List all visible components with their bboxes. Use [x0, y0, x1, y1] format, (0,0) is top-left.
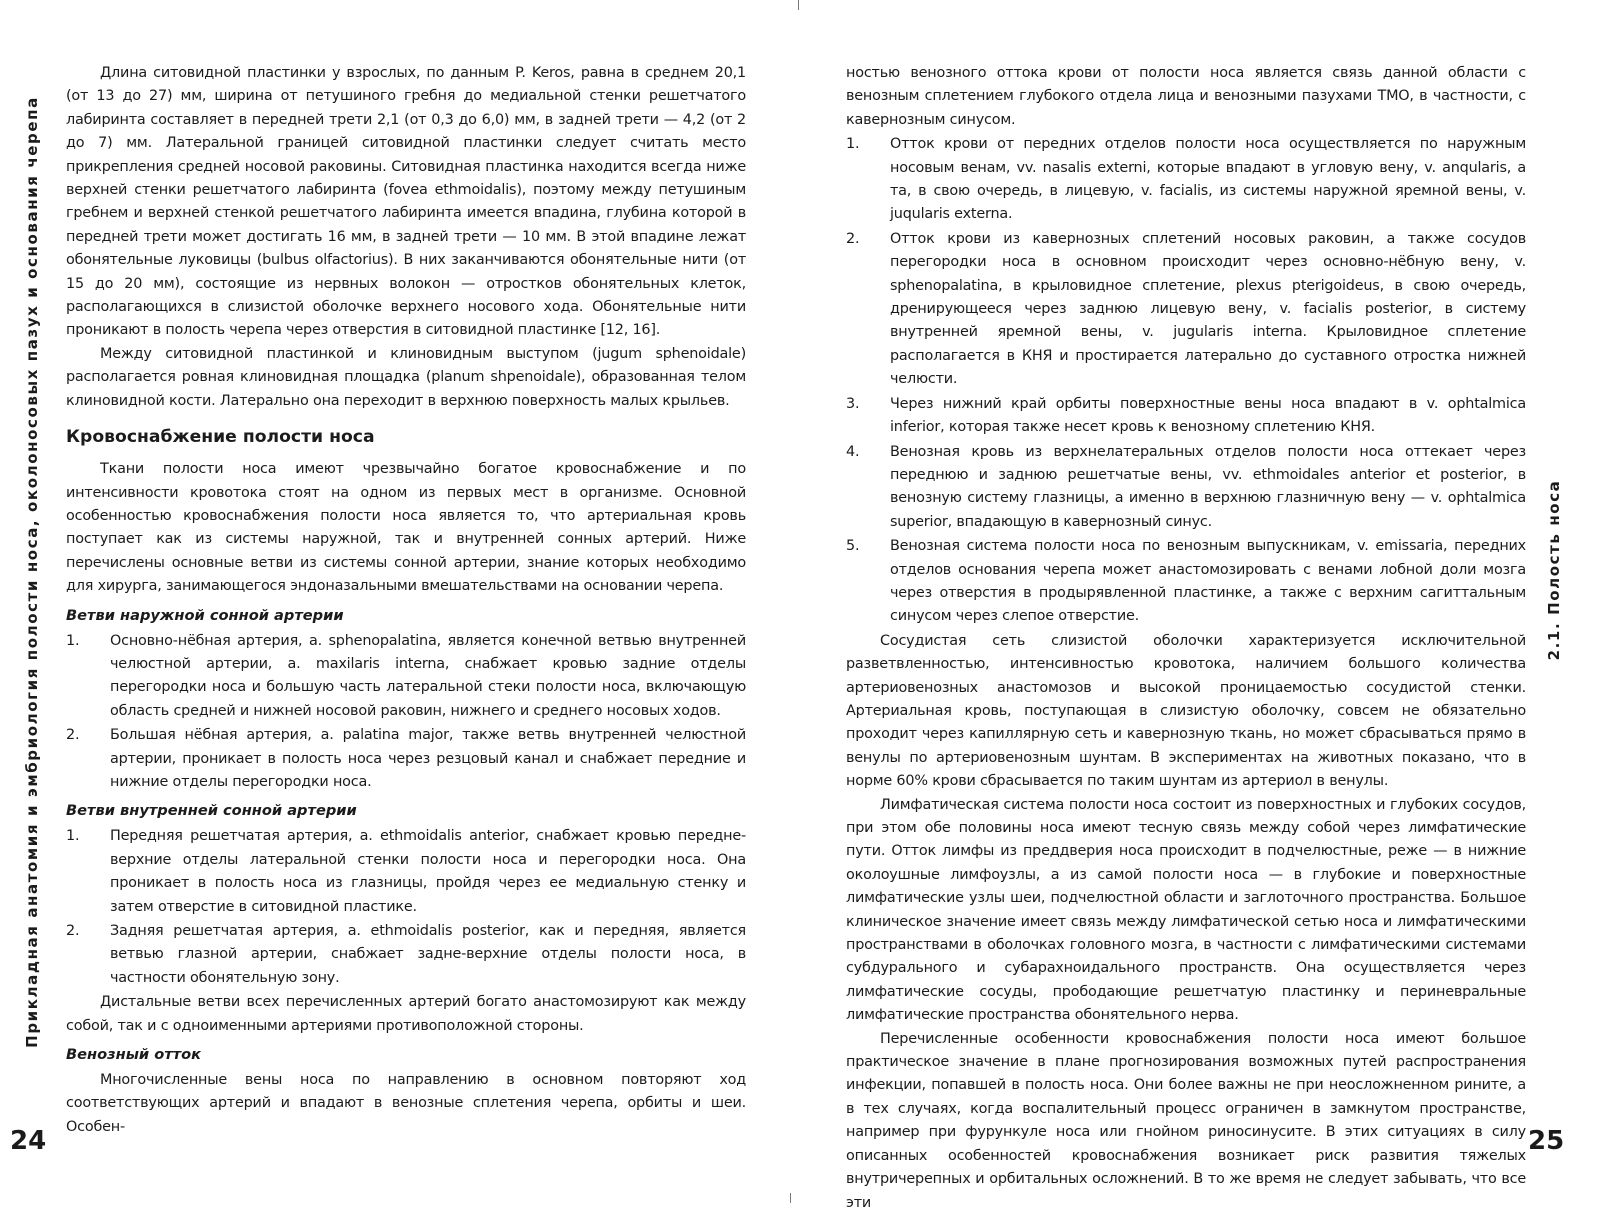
chapter-running-title: Прикладная анатомия и эмбриология полости носа, околоносовых пазух и основания черепа: [23, 96, 41, 1048]
paragraph: Между ситовидной пластинкой и клиновидным выступом (jugum sphenoidale) располагается ровная клиновидная площадка (planum shpenoidale), образованная телом клиновидной кости. Латерально она переходит в верхнюю поверхность малых крыльев.: [66, 345, 746, 409]
paragraph: Многочисленные вены носа по направлению в основном повторяют ход соответствующих артерий и впадают в венозные сплетения черепа, орбиты и шеи. Особен-: [66, 1072, 746, 1135]
list-number: 2.: [66, 727, 80, 744]
list-text: Отток крови из кавернозных сплетений носовых раковин, а также сосудов перегородки носа в основном происходит через основно-нёбную вену, v. sphenopalatina, в крыловидное сплетение, plexus pterigoideus, в свою очередь, дренирующееся через заднюю лицевую вену, v. facialis posterior, в систему внутренней яремной вены, v. jugularis interna. Крыловидное сплетение располагается в КНЯ и простирается латерально до суставного отростка нижней челюсти.: [890, 230, 1526, 388]
numbered-list: [66, 630, 746, 795]
paragraph: Перечисленные особенности кровоснабжения полости носа имеют большое практическое значение в плане прогнозирования возможных путей распространения инфекции, попавшей в полость носа. Они более важны не при неосложненном рините, а в тех случаях, когда воспалительный процесс ограничен в замкнутом пространстве, например при фурункуле носа или гнойном риносинусите. В этих ситуациях в силу описанных особенностей кровоснабжения возникает риск развития тяжелых внутричерепных и орбитальных осложнений. В то же время не следует забывать, что все эти: [846, 1030, 1526, 1211]
list-text: Основно-нёбная артерия, a. sphenopalatina, является конечной ветвью внутренней челюстной артерии, a. maxilaris interna, снабжает кровью задние отделы перегородки носа и большую часть латеральной стеки полости носа, включающую область средней и нижней носовой раковин, нижнего и среднего носовых ходов.: [110, 632, 746, 719]
list-number: 3.: [846, 395, 860, 412]
list-text: Передняя решетчатая артерия, a. ethmoidalis anterior, снабжает кровью передне-верхние отделы латеральной стенки полости носа и перегородки носа. Она проникает в полость носа из глазницы, пройдя через ее медиальную стенку и затем отверстие в ситовидной пластике.: [110, 828, 746, 915]
list-number: 4.: [846, 443, 860, 460]
list-text: Отток крови от передних отделов полости носа осуществляется по наружным носовым венам, vv. nasalis externi, которые впадают в угловую вену, v. anqularis, а та, в свою очередь, в лицевую, v. facialis, из системы наружной яремной вены, v. juqularis externa.: [890, 136, 1526, 223]
list-text: Большая нёбная артерия, a. palatina major, также ветвь внутренней челюстной артерии, проникает в полость носа через резцовый канал и снабжает передние и нижние отделы перегородки носа.: [110, 727, 746, 790]
paragraph: Лимфатическая система полости носа состоит из поверхностных и глубоких сосудов, при этом обе половины носа имеют тесную связь между собой через лимфатические пути. Отток лимфы из преддверия носа происходит в подчелюстные, реже — в нижние околоушные лимфоузлы, а из самой полости носа — в глубокие и поверхностные лимфатические узлы шеи, подчелюстной области и заглоточного пространства. Большое клиническое значение имеет связь между лимфатической сетью носа и лимфатическими пространствами в оболочках головного мозга, в частности с лимфатическими системами субдурального и субарахноидального пространств. Она осуществляется через лимфатические сосуды, прободающие решетчатую пластинку и периневральные лимфатические пространства обонятельного нерва.: [846, 796, 1526, 1024]
list-text: Через нижний край орбиты поверхностные вены носа впадают в v. ophtalmica inferior, которая также несет кровь к венозному сплетению КНЯ.: [890, 395, 1526, 436]
list-number: 2.: [846, 230, 860, 247]
left-text-column: [66, 62, 746, 1139]
paragraph: Дистальные ветви всех перечисленных артерий богато анастомозируют как между собой, так и с одноименными артериями противоположной стороны.: [66, 994, 746, 1034]
list-item: [846, 228, 1526, 392]
paragraph: ностью венозного оттока крови от полости носа является связь данной области с венозным сплетением глубокого отдела лица и венозными пазухами ТМО, в частности, с кавернозным синусом.: [846, 65, 1526, 128]
numbered-list: [66, 825, 746, 990]
list-number: 1.: [846, 136, 860, 153]
paragraph: Ткани полости носа имеют чрезвычайно богатое кровоснабжение и по интенсивности кровотока стоят на одном из первых мест в организме. Основной особенностью кровоснабжения полости носа является то, что артериальная кровь поступает как из системы наружной, так и внутренней сонных артерий. Ниже перечислены основные ветви из системы сонной артерии, знание которых необходимо для хирурга, занимающегося эндоназальными вмешательствами на основании черепа.: [66, 461, 746, 595]
list-item: [66, 724, 746, 794]
list-item: [846, 441, 1526, 535]
list-number: 1.: [66, 632, 80, 649]
subsection-heading: Венозный отток: [66, 1046, 202, 1064]
page-number: 25: [1528, 1126, 1565, 1156]
list-text: Венозная кровь из верхнелатеральных отделов полости носа оттекает через переднюю и заднюю решетчатые вены, vv. ethmoidales anterior et posterior, в венозную систему глазницы, а именно в верхнюю глазничную вену — v. ophtalmica superior, впадающую в кавернозный синус.: [890, 443, 1526, 530]
paragraph: Длина ситовидной пластинки у взрослых, по данным P. Keros, равна в среднем 20,1 (от 13 до 27) мм, ширина от петушиного гребня до медиальной стенки решетчатого лабиринта составляет в передней трети 2,1 (от 0,3 до 6,0) мм, в задней трети — 4,2 (от 2 до 7) мм. Латеральной границей ситовидной пластинки следует считать место прикрепления средней носовой раковины. Ситовидная пластинка находится всегда ниже верхней стенки решетчатого лабиринта (fovea ethmoidalis), поэтому между петушиным гребнем и верхней стенкой решетчатого лабиринта имеется впадина, глубина которой в передней трети может достигать 16 мм, в задней трети — 10 мм. В этой впадине лежат обонятельные луковицы (bulbus olfactorius). В них заканчиваются обонятельные нити (от 15 до 20 мм), состоящие из нервных волокон — отростков обонятельных клеток, располагающихся в слизистой оболочке верхнего носового хода. Обонятельные нити проникают в полость черепа через отверстия в ситовидной пластинке [12, 16].: [66, 65, 746, 339]
list-number: 5.: [846, 538, 860, 555]
list-item: [846, 133, 1526, 227]
list-item: [66, 630, 746, 724]
page-number: 24: [10, 1126, 47, 1156]
list-text: Венозная система полости носа по венозным выпускникам, v. emissaria, передних отделов основания черепа может анастомозировать с венами лобной доли мозга через отверстия в продырявленной пластинке, а также с верхним сагиттальным синусом через слепое отверстие.: [890, 538, 1526, 625]
subsection-heading: Ветви внутренней сонной артерии: [66, 802, 357, 820]
right-page: [800, 0, 1600, 1225]
subsection-heading: Ветви наружной сонной артерии: [66, 606, 344, 624]
list-item: [846, 535, 1526, 629]
list-item: [66, 920, 746, 990]
right-text-column: [846, 62, 1526, 1215]
list-item: [66, 825, 746, 919]
list-number: 1.: [66, 828, 80, 845]
list-item: [846, 393, 1526, 440]
section-heading: Кровоснабжение полости носа: [66, 427, 375, 448]
section-running-title: 2.1. Полость носа: [1545, 479, 1563, 661]
list-text: Задняя решетчатая артерия, a. ethmoidalis posterior, как и передняя, является ветвью глазной артерии, снабжает задне-верхние отделы полости носа, в частности обонятельную зону.: [110, 923, 746, 986]
list-number: 2.: [66, 923, 80, 939]
numbered-list: [846, 133, 1526, 629]
paragraph: Сосудистая сеть слизистой оболочки характеризуется исключительной разветвленностью, интенсивностью кровотока, наличием большого количества артериовенозных анастомозов и высокой проницаемостью сосудистой стенки. Артериальная кровь, поступающая в слизистую оболочку, совсем не обязательно проходит через капиллярную сеть и кавернозную ткань, но может сбрасываться прямо в венулы по артериовенозным шунтам. В экспериментах на животных показано, что в норме 60% крови сбрасывается по таким шунтам из артериол в венулы.: [846, 632, 1526, 790]
